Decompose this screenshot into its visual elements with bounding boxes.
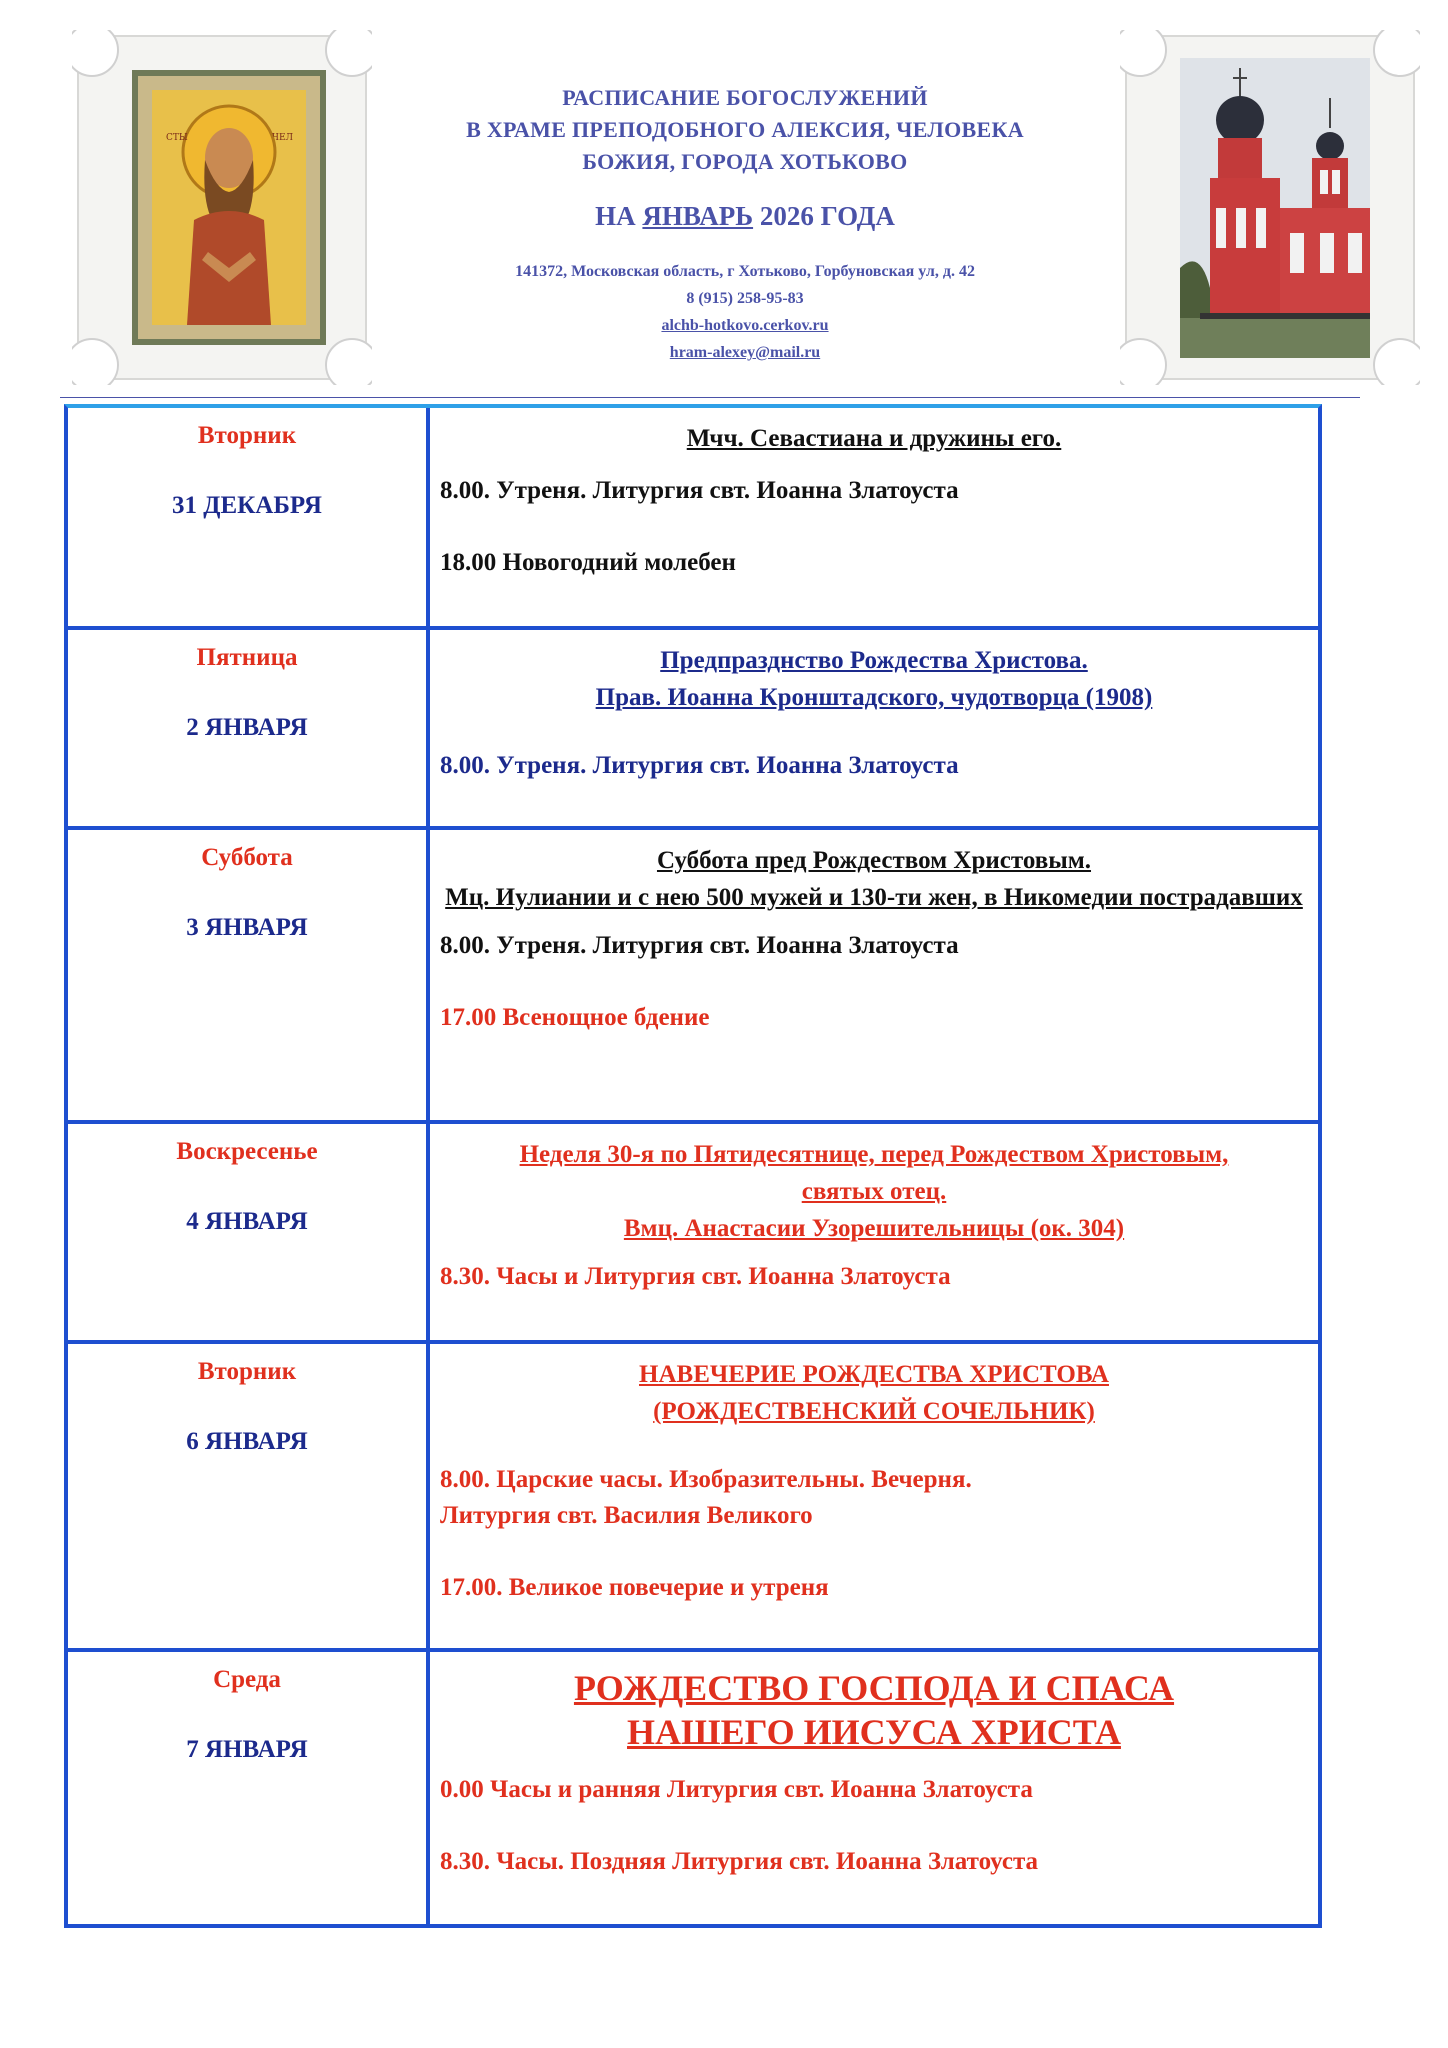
header (60, 30, 1360, 390)
feast-title: Неделя 30-я по Пятидесятнице, перед Рождеством Христовым, святых отец. (519, 1141, 1229, 1205)
table-row (68, 1344, 1318, 1652)
date: 3 ЯНВАРЯ (186, 914, 308, 941)
day-cell (68, 1652, 430, 1928)
feast-subtitle: Мц. Иулиании и с нею 500 мужей и 130-ти жен, в Никомедии пострадавших (445, 884, 1303, 911)
icon-frame (72, 30, 372, 385)
header-text-block (372, 54, 1118, 379)
feast-title: Суббота пред Рождеством Христовым. (656, 847, 1092, 874)
services-cell (430, 830, 1318, 1120)
service-time: 17.00. Великое повечерие и утреня (440, 1574, 829, 1601)
services-cell (430, 630, 1318, 826)
weekday: Среда (213, 1666, 281, 1693)
service-time: 8.30. Часы. Поздняя Литургия свт. Иоанна Златоуста (440, 1848, 1039, 1875)
service-time: 8.00. Утреня. Литургия свт. Иоанна Златоуста (440, 932, 959, 959)
services-cell (430, 408, 1318, 626)
day-cell (68, 630, 430, 826)
title-line-1: РАСПИСАНИЕ БОГОСЛУЖЕНИЙ (562, 85, 928, 110)
church-frame (1120, 30, 1420, 385)
feast-subtitle: НАШЕГО ИИСУСА ХРИСТА (627, 1712, 1121, 1752)
feast-subtitle: (РОЖДЕСТВЕНСКИЙ СОЧЕЛЬНИК) (653, 1398, 1095, 1425)
weekday: Суббота (201, 844, 293, 871)
address: 141372, Московская область, г Хотьково, Горбуновская ул, д. 42 (515, 263, 975, 280)
service-time: 17.00 Всенощное бдение (440, 1004, 710, 1031)
weekday: Вторник (197, 1358, 297, 1385)
month-prefix: НА (595, 201, 643, 231)
schedule-table (64, 404, 1322, 1928)
month-heading (372, 198, 1118, 234)
date: 2 ЯНВАРЯ (186, 714, 308, 741)
table-row (68, 830, 1318, 1124)
date: 31 ДЕКАБРЯ (172, 492, 322, 519)
services-cell (430, 1344, 1318, 1648)
weekday: Пятница (196, 644, 298, 671)
email-link[interactable]: hram-alexey@mail.ru (669, 344, 821, 361)
services-cell (430, 1652, 1318, 1928)
icon-inscription-left: СТЫ (166, 133, 188, 143)
service-time: 18.00 Новогодний молебен (440, 549, 736, 576)
table-row (68, 408, 1318, 630)
feast-title: РОЖДЕСТВО ГОСПОДА И СПАСА (573, 1668, 1175, 1708)
church-photo (1180, 58, 1370, 358)
service-time: 0.00 Часы и ранняя Литургия свт. Иоанна Златоуста (440, 1776, 1033, 1803)
date: 6 ЯНВАРЯ (186, 1428, 308, 1455)
schedule-title (372, 82, 1118, 178)
service-time: 8.30. Часы и Литургия свт. Иоанна Златоуста (440, 1263, 951, 1290)
feast-title: Предпразднство Рождества Христова. (660, 647, 1088, 674)
table-row (68, 1652, 1318, 1928)
service-time: 8.00. Утреня. Литургия свт. Иоанна Златоуста (440, 477, 959, 504)
weekday: Воскресенье (176, 1138, 318, 1165)
title-line-3: БОЖИЯ, ГОРОДА ХОТЬКОВО (582, 149, 908, 174)
feast-subtitle: Вмц. Анастасии Узорешительницы (ок. 304) (623, 1215, 1125, 1242)
table-row (68, 630, 1318, 830)
service-time: 8.00. Утреня. Литургия свт. Иоанна Златоуста (440, 752, 959, 779)
icon-inscription-right: ЧЕЛ (272, 133, 294, 143)
weekday: Вторник (197, 422, 297, 449)
feast-subtitle: Прав. Иоанна Кронштадского, чудотворца (1908) (595, 684, 1153, 711)
feast-title: Мчч. Севастиана и дружины его. (686, 425, 1062, 452)
table-row (68, 1124, 1318, 1344)
services-cell (430, 1124, 1318, 1340)
service-time-continued: Литургия свт. Василия Великого (440, 1502, 813, 1529)
date: 4 ЯНВАРЯ (186, 1208, 308, 1235)
title-line-2: В ХРАМЕ ПРЕПОДОБНОГО АЛЕКСИЯ, ЧЕЛОВЕКА (466, 117, 1024, 142)
header-divider (60, 397, 1360, 398)
day-cell (68, 1344, 430, 1648)
icon-of-saint-alexis (132, 70, 326, 345)
date: 7 ЯНВАРЯ (186, 1736, 308, 1763)
website-link[interactable]: alchb-hotkovo.cerkov.ru (661, 317, 829, 334)
day-cell (68, 830, 430, 1120)
day-cell (68, 408, 430, 626)
day-cell (68, 1124, 430, 1340)
month-name: ЯНВАРЬ (642, 201, 754, 231)
feast-title: НАВЕЧЕРИЕ РОЖДЕСТВА ХРИСТОВА (639, 1361, 1109, 1388)
service-time: 8.00. Царские часы. Изобразительны. Вечерня. (440, 1466, 972, 1493)
contact-block (372, 258, 1118, 366)
phone: 8 (915) 258-95-83 (686, 290, 804, 307)
month-suffix: 2026 ГОДА (753, 201, 895, 231)
